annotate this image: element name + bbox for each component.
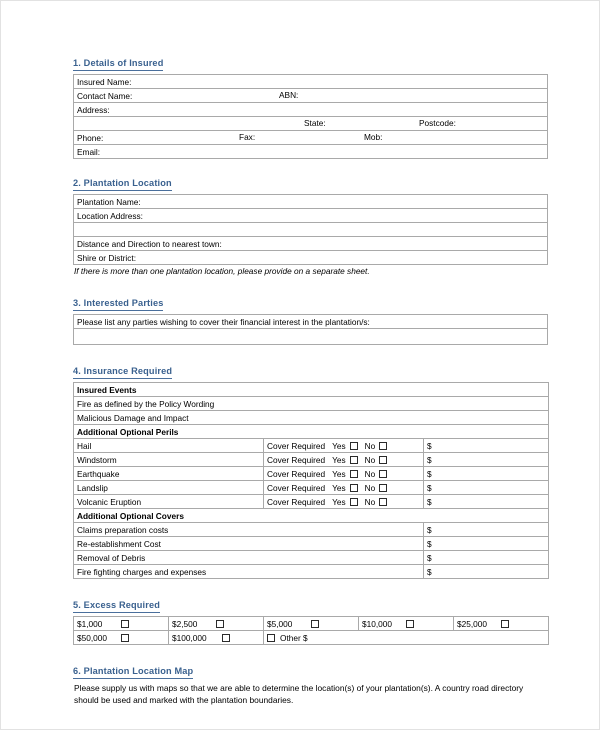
table-row <box>74 195 548 209</box>
plantation-location-table <box>73 194 548 265</box>
spacer <box>73 645 547 666</box>
field-address[interactable] <box>74 103 548 117</box>
checkbox-landslip-yes[interactable] <box>350 484 358 492</box>
field-contact-name[interactable] <box>74 89 548 103</box>
field-label: Distance and Direction to nearest town: <box>77 238 222 249</box>
table-row <box>74 481 549 495</box>
spacer <box>73 277 547 298</box>
table-row <box>74 551 549 565</box>
field-label: Location Address: <box>77 210 143 221</box>
cover-amount-claims-preparation[interactable]: $ <box>424 523 549 537</box>
section4-heading: 4. Insurance Required <box>73 366 172 379</box>
insured-event-fire: Fire as defined by the Policy Wording <box>74 397 549 411</box>
field-label: Shire or District: <box>77 252 137 263</box>
field-label: Insured Name: <box>77 76 132 87</box>
field-label-mob: Mob: <box>364 132 383 142</box>
table-row <box>74 495 549 509</box>
excess-option-10000[interactable] <box>359 617 454 631</box>
peril-amount-landslip[interactable]: $ <box>424 481 549 495</box>
optional-covers-header: Additional Optional Covers <box>74 509 549 523</box>
insurance-required-table <box>73 382 549 579</box>
table-row <box>74 537 549 551</box>
details-of-insured-table <box>73 74 548 159</box>
peril-amount-earthquake[interactable]: $ <box>424 467 549 481</box>
field-label: Plantation Name: <box>77 196 141 207</box>
section3-heading-wrap <box>73 298 547 314</box>
field-address-line2[interactable] <box>74 117 548 131</box>
cover-required-label: Cover Required <box>267 454 326 465</box>
yes-label: Yes <box>332 454 346 465</box>
interested-parties-table <box>73 314 548 345</box>
table-row <box>74 117 548 131</box>
cover-required-label: Cover Required <box>267 440 326 451</box>
field-label-abn: ABN: <box>279 90 299 100</box>
field-interested-parties-prompt <box>74 315 548 329</box>
excess-option-5000[interactable] <box>264 617 359 631</box>
excess-amount-label: $25,000 <box>457 618 487 629</box>
checkbox-hail-no[interactable] <box>379 442 387 450</box>
excess-option-100000[interactable] <box>169 631 264 645</box>
peril-label-windstorm: Windstorm <box>74 453 264 467</box>
insured-event-malicious-damage: Malicious Damage and Impact <box>74 411 549 425</box>
field-label-state: State: <box>304 118 326 128</box>
peril-cover-volcanic-eruption <box>264 495 424 509</box>
field-label-fax: Fax: <box>239 132 256 142</box>
table-row <box>74 103 548 117</box>
checkbox-excess-2500[interactable] <box>216 620 224 628</box>
section4-heading-wrap <box>73 366 547 382</box>
cover-required-group <box>267 469 387 479</box>
section5-heading-wrap <box>73 600 547 616</box>
checkbox-volcanic-no[interactable] <box>379 498 387 506</box>
field-label-postcode: Postcode: <box>419 118 456 128</box>
cover-label-removal-of-debris: Removal of Debris <box>74 551 424 565</box>
cover-required-group <box>267 441 387 451</box>
excess-amount-label: $5,000 <box>267 618 293 629</box>
cover-required-label: Cover Required <box>267 468 326 479</box>
field-label: Contact Name: <box>77 90 133 101</box>
field-email[interactable] <box>74 145 548 159</box>
peril-amount-volcanic-eruption[interactable]: $ <box>424 495 549 509</box>
section-excess-required <box>73 600 547 645</box>
checkbox-hail-yes[interactable] <box>350 442 358 450</box>
field-label: Please list any parties wishing to cover their financial interest in the plantation/s: <box>77 316 370 327</box>
field-label: Email: <box>77 146 101 157</box>
field-insured-name[interactable] <box>74 75 548 89</box>
table-row <box>74 565 549 579</box>
checkbox-volcanic-yes[interactable] <box>350 498 358 506</box>
section6-body-text: Please supply us with maps so that we are able to determine the location(s) of your plantation(s). A country road directory should be used and marked with the plantation boundaries. <box>74 683 524 705</box>
table-row <box>74 209 548 223</box>
table-row <box>74 75 548 89</box>
table-row <box>74 617 549 631</box>
peril-label-hail: Hail <box>74 439 264 453</box>
checkbox-excess-5000[interactable] <box>311 620 319 628</box>
section2-note: If there is more than one plantation location, please provide on a separate sheet. <box>74 266 370 276</box>
checkbox-excess-50000[interactable] <box>121 634 129 642</box>
cover-required-group <box>267 483 387 493</box>
section-interested-parties <box>73 298 547 345</box>
no-label: No <box>364 454 376 465</box>
cover-label-re-establishment: Re-establishment Cost <box>74 537 424 551</box>
checkbox-windstorm-yes[interactable] <box>350 456 358 464</box>
cover-amount-removal-of-debris[interactable]: $ <box>424 551 549 565</box>
checkbox-landslip-no[interactable] <box>379 484 387 492</box>
insured-events-header: Insured Events <box>74 383 549 397</box>
cover-label-fire-fighting: Fire fighting charges and expenses <box>74 565 424 579</box>
section5-heading: 5. Excess Required <box>73 600 160 613</box>
peril-amount-windstorm[interactable]: $ <box>424 453 549 467</box>
table-row <box>74 89 548 103</box>
cover-required-label: Cover Required <box>267 496 326 507</box>
cover-required-group <box>267 455 387 465</box>
excess-amount-label: $2,500 <box>172 618 198 629</box>
checkbox-earthquake-no[interactable] <box>379 470 387 478</box>
excess-option-other[interactable] <box>264 631 549 645</box>
section6-heading-wrap <box>73 666 547 682</box>
peril-amount-hail[interactable]: $ <box>424 439 549 453</box>
table-row <box>74 223 548 237</box>
no-label: No <box>364 468 376 479</box>
no-label: No <box>364 482 376 493</box>
section6-heading: 6. Plantation Location Map <box>73 666 193 679</box>
section2-heading: 2. Plantation Location <box>73 178 172 191</box>
peril-cover-landslip <box>264 481 424 495</box>
peril-label-earthquake: Earthquake <box>74 467 264 481</box>
excess-required-table <box>73 616 549 645</box>
checkbox-excess-1000[interactable] <box>121 620 129 628</box>
section-plantation-location-map <box>73 666 547 706</box>
field-label: Phone: <box>77 132 104 143</box>
table-row <box>74 631 549 645</box>
table-row-header <box>74 383 549 397</box>
excess-option-50000[interactable] <box>74 631 169 645</box>
other-group <box>267 633 308 643</box>
table-row-header <box>74 425 549 439</box>
checkbox-excess-other[interactable] <box>267 634 275 642</box>
excess-amount-label: $1,000 <box>77 618 103 629</box>
field-plantation-name[interactable] <box>74 195 548 209</box>
excess-option-25000[interactable] <box>454 617 549 631</box>
table-row-header <box>74 509 549 523</box>
checkbox-excess-25000[interactable] <box>501 620 509 628</box>
peril-label-volcanic-eruption: Volcanic Eruption <box>74 495 264 509</box>
field-interested-parties-entry[interactable] <box>74 329 548 345</box>
field-distance-direction[interactable] <box>74 237 548 251</box>
peril-cover-hail <box>264 439 424 453</box>
optional-perils-header: Additional Optional Perils <box>74 425 549 439</box>
field-location-address[interactable] <box>74 209 548 223</box>
checkbox-earthquake-yes[interactable] <box>350 470 358 478</box>
field-phone[interactable] <box>74 131 548 145</box>
excess-amount-label: $10,000 <box>362 618 392 629</box>
cover-required-group <box>267 497 387 507</box>
table-row <box>74 131 548 145</box>
peril-cover-windstorm <box>264 453 424 467</box>
table-row <box>74 251 548 265</box>
table-row <box>74 237 548 251</box>
excess-amount-label: $50,000 <box>77 632 107 643</box>
table-row <box>74 453 549 467</box>
cover-amount-re-establishment[interactable]: $ <box>424 537 549 551</box>
table-row <box>74 523 549 537</box>
yes-label: Yes <box>332 440 346 451</box>
peril-cover-earthquake <box>264 467 424 481</box>
checkbox-windstorm-no[interactable] <box>379 456 387 464</box>
table-row <box>74 329 548 345</box>
excess-option-2500[interactable] <box>169 617 264 631</box>
table-row <box>74 467 549 481</box>
cover-label-claims-preparation: Claims preparation costs <box>74 523 424 537</box>
section1-heading: 1. Details of Insured <box>73 58 163 71</box>
field-location-address-line2[interactable] <box>74 223 548 237</box>
checkbox-excess-100000[interactable] <box>222 634 230 642</box>
table-row <box>74 411 549 425</box>
cover-required-label: Cover Required <box>267 482 326 493</box>
checkbox-excess-10000[interactable] <box>406 620 414 628</box>
yes-label: Yes <box>332 496 346 507</box>
no-label: No <box>364 440 376 451</box>
table-row <box>74 145 548 159</box>
spacer <box>73 579 547 600</box>
section1-heading-wrap <box>73 58 547 74</box>
peril-label-landslip: Landslip <box>74 481 264 495</box>
spacer <box>73 159 547 178</box>
excess-option-1000[interactable] <box>74 617 169 631</box>
section-details-of-insured <box>73 58 547 159</box>
field-label: Address: <box>77 104 110 115</box>
cover-amount-fire-fighting[interactable]: $ <box>424 565 549 579</box>
excess-amount-label: $100,000 <box>172 632 207 643</box>
section-plantation-location <box>73 178 547 277</box>
section-insurance-required <box>73 366 547 579</box>
field-shire-district[interactable] <box>74 251 548 265</box>
section3-heading: 3. Interested Parties <box>73 298 163 311</box>
table-row <box>74 315 548 329</box>
yes-label: Yes <box>332 482 346 493</box>
no-label: No <box>364 496 376 507</box>
table-row <box>74 397 549 411</box>
section2-heading-wrap <box>73 178 547 194</box>
spacer <box>73 345 547 366</box>
yes-label: Yes <box>332 468 346 479</box>
table-row <box>74 439 549 453</box>
other-label: Other $ <box>280 632 308 643</box>
